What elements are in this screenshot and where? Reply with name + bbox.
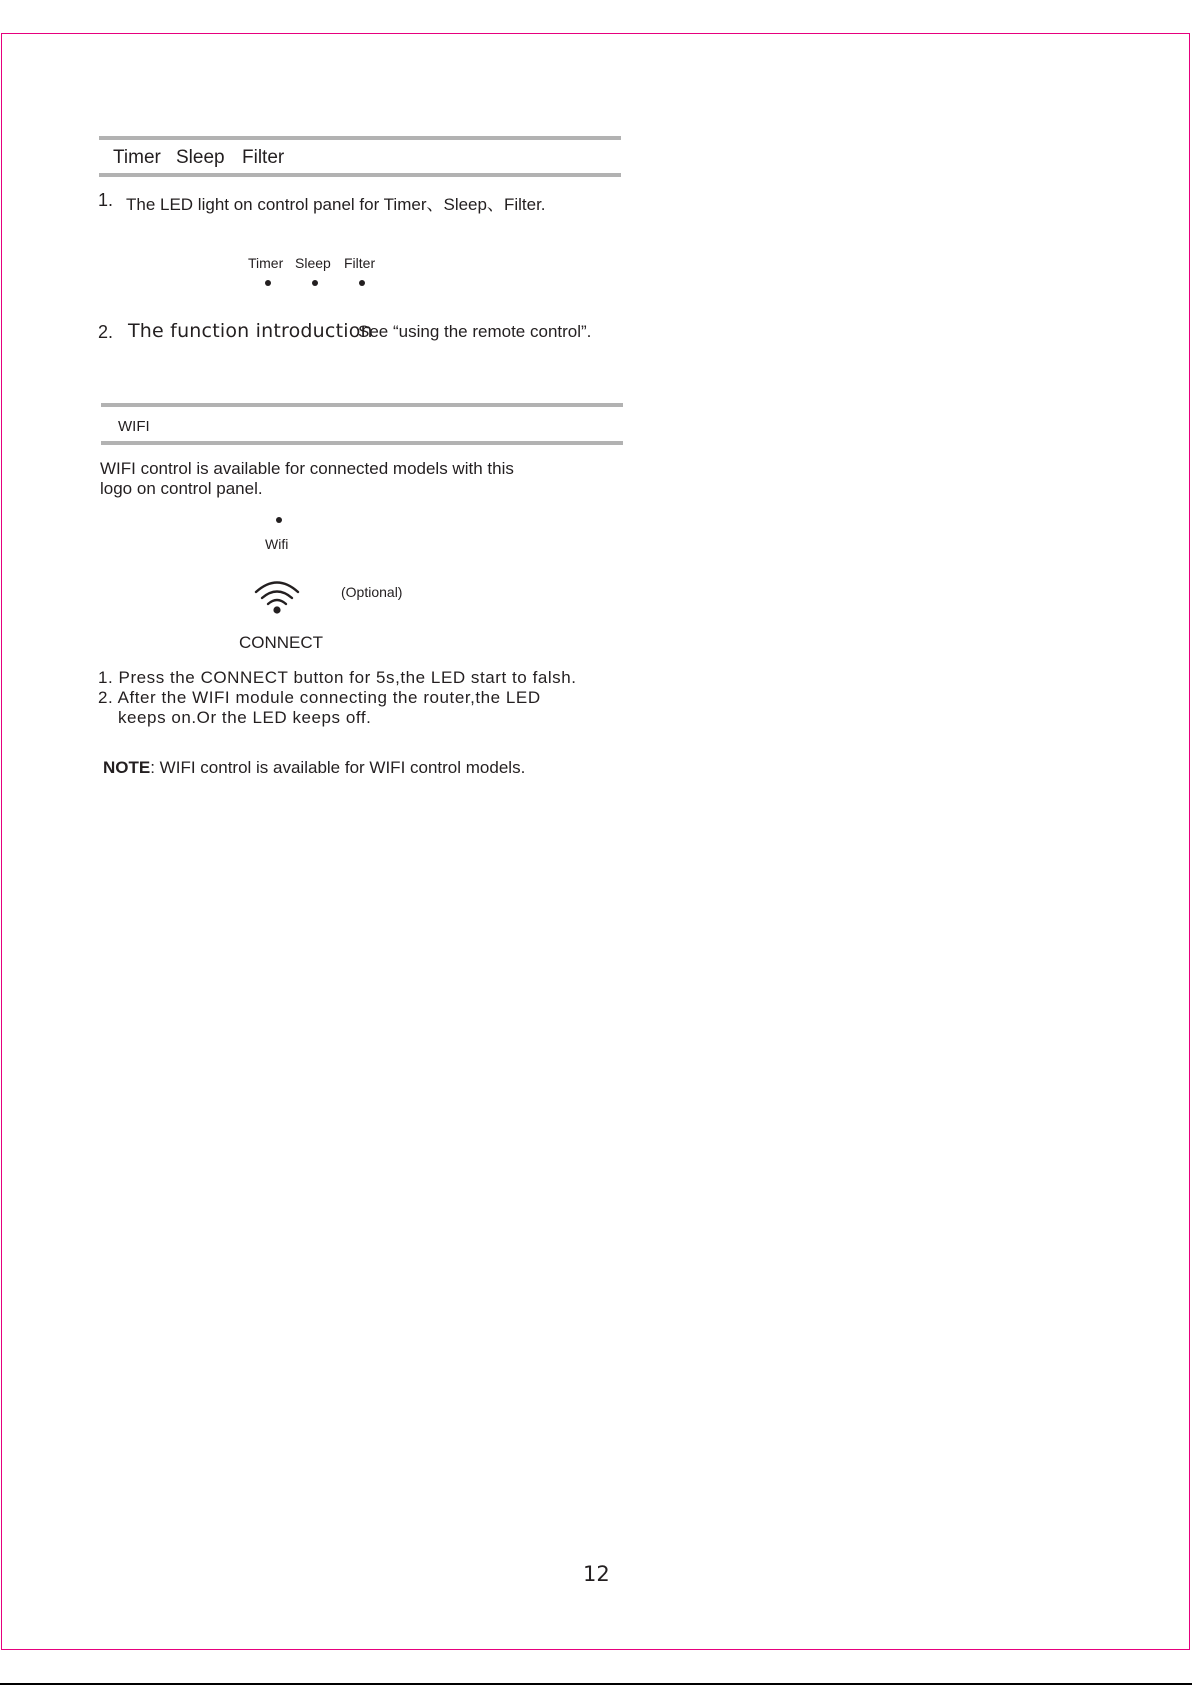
section-rule-top (99, 136, 621, 140)
section-heading-timer: Timer (113, 147, 161, 168)
led-label-timer: Timer (248, 255, 284, 271)
led-label-sleep: Sleep (295, 255, 331, 271)
note (103, 758, 525, 778)
page-number: 12 (583, 1562, 610, 1586)
timer-led-dot-icon (265, 280, 271, 286)
section-rule-bottom (99, 173, 621, 177)
wifi-step1: 1. Press the CONNECT button for 5s,the LED start to falsh. (98, 668, 577, 687)
wifi-step2-line1: 2. After the WIFI module connecting the router,the LED (98, 688, 541, 707)
section-rule-top (101, 403, 623, 407)
note-label: NOTE (103, 758, 151, 777)
section-rule-bottom (101, 441, 623, 445)
wifi-intro-line2: logo on control panel. (100, 479, 263, 498)
section-heading-filter: Filter (242, 147, 285, 168)
wifi-step2-line2: keeps on.Or the LED keeps off. (118, 708, 372, 727)
section-heading-sleep: Sleep (176, 147, 225, 168)
item-lead: The function introduction (128, 320, 373, 342)
page-frame (1, 33, 1190, 1650)
filter-led-dot-icon (359, 280, 365, 286)
wifi-led-dot-icon (276, 517, 282, 523)
optional-label: (Optional) (341, 584, 403, 600)
section-heading-wifi: WIFI (118, 418, 150, 435)
wifi-intro-line1: WIFI control is available for connected models with this (100, 459, 514, 478)
led-label-filter: Filter (344, 255, 376, 271)
item-number: 1. (98, 190, 114, 210)
note-text: : WIFI control is available for WIFI control models. (150, 758, 526, 777)
item-text: The LED light on control panel for Timer、Sleep、Filter. (126, 195, 546, 214)
wifi-led-label: Wifi (265, 536, 289, 552)
item-number: 2. (98, 322, 114, 342)
connect-button-label: CONNECT (239, 633, 324, 652)
sleep-led-dot-icon (312, 280, 318, 286)
item-text: See “using the remote control”. (358, 322, 592, 341)
wifi-icon (252, 575, 302, 615)
